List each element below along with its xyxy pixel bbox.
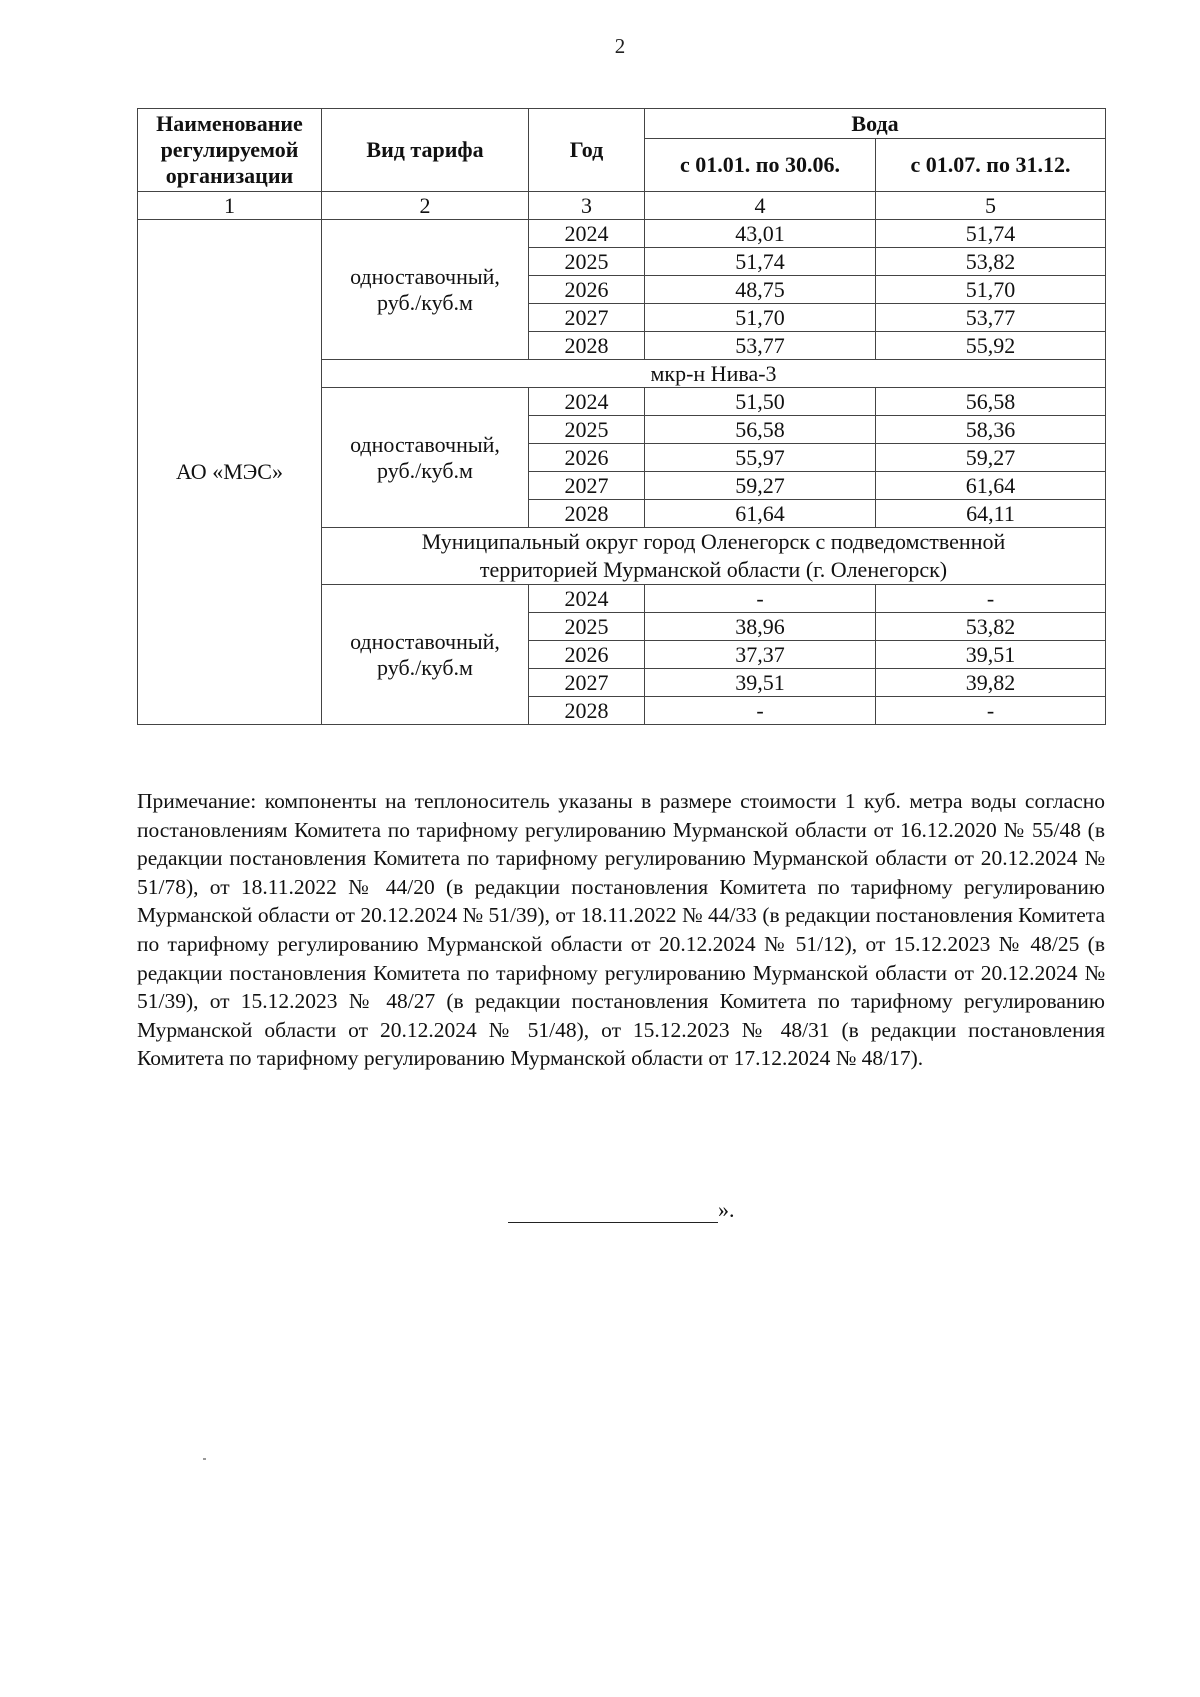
year-cell: 2028 xyxy=(529,697,645,725)
tariff-table xyxy=(137,108,1106,725)
year-cell: 2026 xyxy=(529,444,645,472)
tariff-kind-line2: руб./куб.м xyxy=(377,289,473,315)
year-cell: 2024 xyxy=(529,220,645,248)
period1-value: 48,75 xyxy=(645,276,876,304)
section-title: Муниципальный округ город Оленегорск с подведомственной территорией Мурманской области (г. Оленегорск) xyxy=(322,528,1106,585)
period1-value: 38,96 xyxy=(645,613,876,641)
period2-value: 39,51 xyxy=(876,641,1106,669)
section-title: мкр-н Нива-3 xyxy=(322,360,1106,388)
year-cell: 2024 xyxy=(529,388,645,416)
year-cell: 2027 xyxy=(529,304,645,332)
period1-value: 39,51 xyxy=(645,669,876,697)
year-cell: 2025 xyxy=(529,248,645,276)
tariff-kind-line2: руб./куб.м xyxy=(377,457,473,483)
header-org: Наименование регулируемой организации xyxy=(138,109,322,192)
column-numbers-row xyxy=(138,192,1106,220)
signature-underline xyxy=(508,1202,718,1223)
period1-value: 56,58 xyxy=(645,416,876,444)
period2-value: 39,82 xyxy=(876,669,1106,697)
period2-value: 56,58 xyxy=(876,388,1106,416)
period1-value: 43,01 xyxy=(645,220,876,248)
tariff-kind-line1: одноставочный, xyxy=(350,628,500,654)
header-year: Год xyxy=(529,109,645,192)
tariff-kind-line1: одноставочный, xyxy=(350,263,500,289)
header-period-2: с 01.07. по 31.12. xyxy=(876,139,1106,192)
table-row xyxy=(138,220,1106,248)
closing-line xyxy=(508,1197,735,1223)
period2-value: 51,70 xyxy=(876,276,1106,304)
period1-value: 55,97 xyxy=(645,444,876,472)
header-period-1: с 01.01. по 30.06. xyxy=(645,139,876,192)
period1-value: 51,70 xyxy=(645,304,876,332)
column-number: 1 xyxy=(138,192,322,220)
period1-value: 51,50 xyxy=(645,388,876,416)
note-paragraph: Примечание: компоненты на теплоноситель указаны в размере стоимости 1 куб. метра воды согласно постановлениям Комитета по тарифному регулированию Мурманской области от 16.12.2020 № 55/48 (в редакции постановления Комитета по тарифному регулированию Мурманской области от 20.12.2024 № 51/78), от 18.11.2022 № 44/20 (в редакции постановления Комитета по тарифному регулированию Мурманской области от 20.12.2024 № 51/39), от 18.11.2022 № 44/33 (в редакции постановления Комитета по тарифному регулированию Мурманской области от 20.12.2024 № 51/12), от 15.12.2023 № 48/25 (в редакции постановления Комитета по тарифному регулированию Мурманской области от 20.12.2024 № 51/39), от 15.12.2023 № 48/27 (в редакции постановления Комитета по тарифному регулированию Мурманской области от 20.12.2024 № 51/48), от 15.12.2023 № 48/31 (в редакции постановления Комитета по тарифному регулированию Мурманской области от 17.12.2024 № 48/17). xyxy=(137,789,1105,1071)
tariff-kind-line1: одноставочный, xyxy=(350,431,500,457)
period2-value: - xyxy=(876,585,1106,613)
period2-value: 55,92 xyxy=(876,332,1106,360)
period2-value: - xyxy=(876,697,1106,725)
period1-value: 51,74 xyxy=(645,248,876,276)
period2-value: 53,82 xyxy=(876,248,1106,276)
organization-name: АО «МЭС» xyxy=(138,220,322,725)
period1-value: 59,27 xyxy=(645,472,876,500)
year-cell: 2026 xyxy=(529,276,645,304)
column-number: 3 xyxy=(529,192,645,220)
page-number: 2 xyxy=(614,34,626,58)
year-cell: 2024 xyxy=(529,585,645,613)
period2-value: 51,74 xyxy=(876,220,1106,248)
year-cell: 2027 xyxy=(529,472,645,500)
scan-speck xyxy=(203,1458,206,1460)
period2-value: 64,11 xyxy=(876,500,1106,528)
period1-value: 53,77 xyxy=(645,332,876,360)
tariff-kind-cell xyxy=(322,585,529,725)
period2-value: 53,77 xyxy=(876,304,1106,332)
tariff-kind-cell xyxy=(322,220,529,360)
closing-quote-mark: ». xyxy=(718,1197,735,1222)
column-number: 5 xyxy=(876,192,1106,220)
year-cell: 2026 xyxy=(529,641,645,669)
year-cell: 2025 xyxy=(529,416,645,444)
period2-value: 53,82 xyxy=(876,613,1106,641)
period1-value: - xyxy=(645,697,876,725)
column-number: 2 xyxy=(322,192,529,220)
period1-value: 61,64 xyxy=(645,500,876,528)
tariff-kind-cell xyxy=(322,388,529,528)
period2-value: 59,27 xyxy=(876,444,1106,472)
period2-value: 61,64 xyxy=(876,472,1106,500)
year-cell: 2025 xyxy=(529,613,645,641)
header-row xyxy=(138,109,1106,139)
year-cell: 2028 xyxy=(529,500,645,528)
period1-value: 37,37 xyxy=(645,641,876,669)
period1-value: - xyxy=(645,585,876,613)
tariff-kind-line2: руб./куб.м xyxy=(377,654,473,680)
header-water: Вода xyxy=(645,109,1106,139)
header-tariff-kind: Вид тарифа xyxy=(322,109,529,192)
column-number: 4 xyxy=(645,192,876,220)
period2-value: 58,36 xyxy=(876,416,1106,444)
year-cell: 2027 xyxy=(529,669,645,697)
year-cell: 2028 xyxy=(529,332,645,360)
